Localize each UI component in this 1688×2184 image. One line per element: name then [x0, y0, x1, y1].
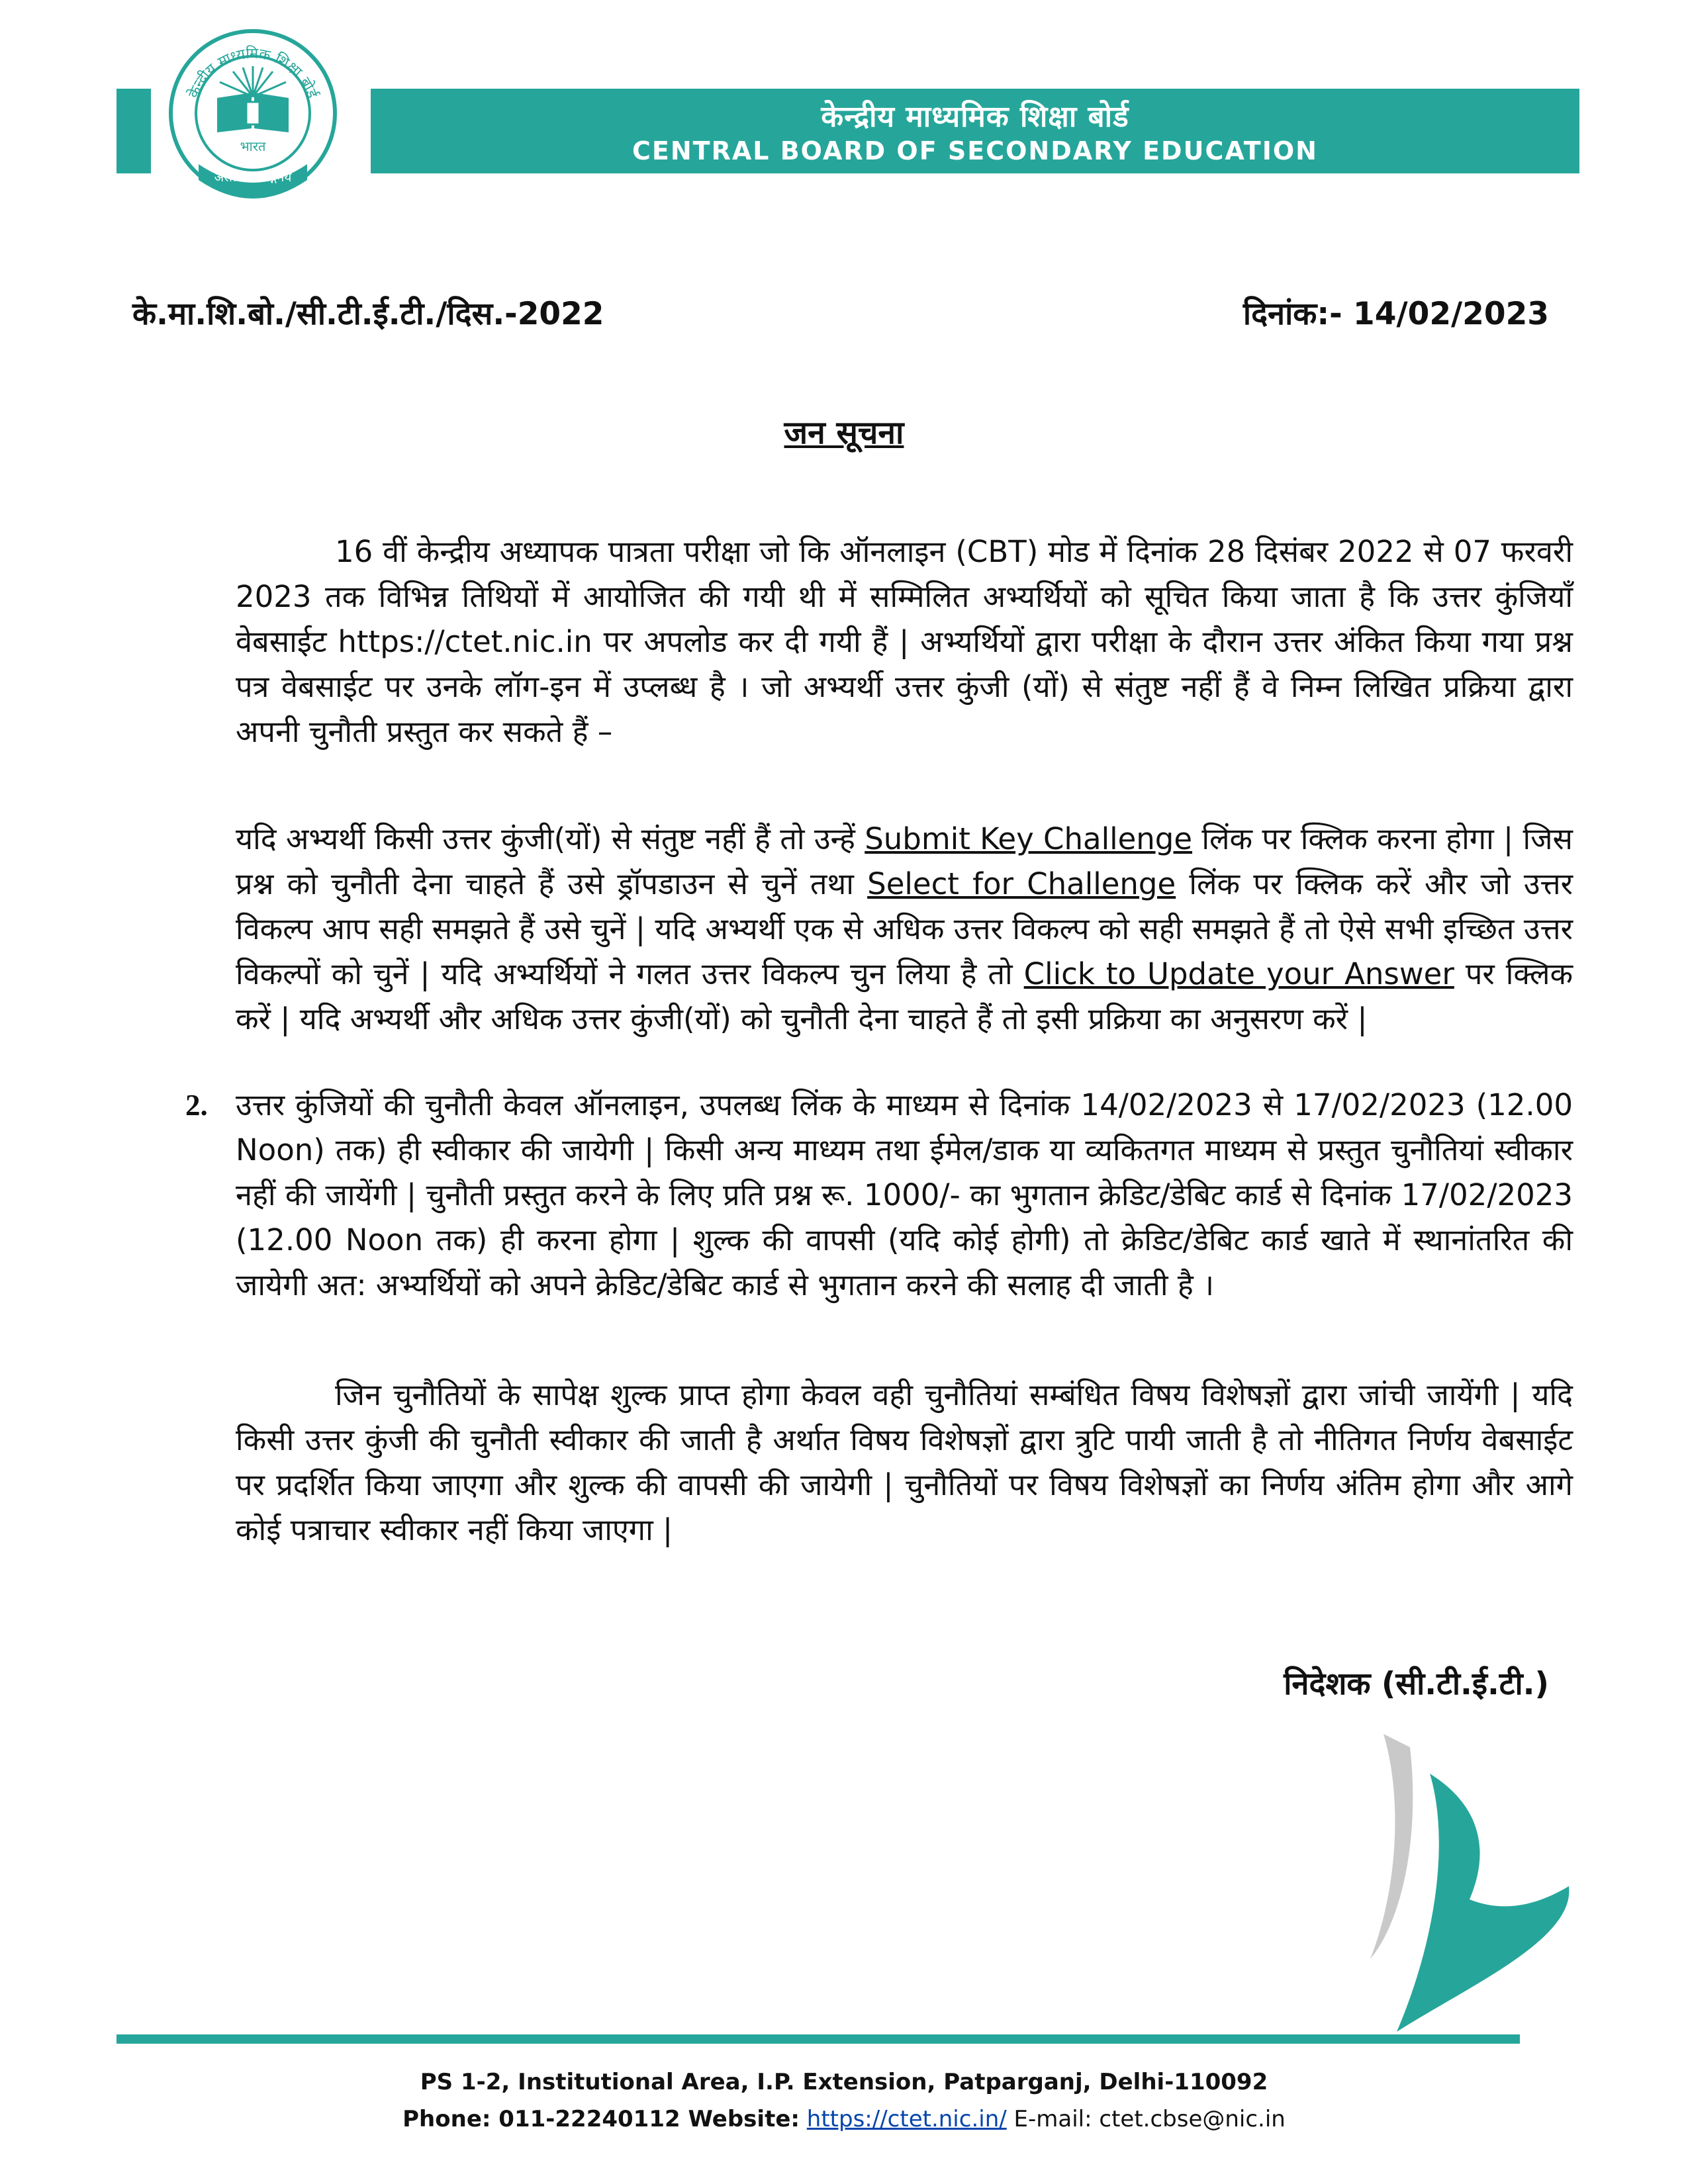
procedure-text-4: पर क्लिक करें | यदि अभ्यर्थी और अधिक उत्तर कुंजी(यों) को चुनौती देना चाहते हैं तो इसी प्रक्रिया का अनुसरण करें |: [236, 956, 1573, 1036]
logo-motto: असतो मा सद्गमय: [214, 170, 292, 185]
signature: निदेशक (सी.टी.ई.टी.): [1284, 1666, 1549, 1702]
footer-website-link[interactable]: https://ctet.nic.in/: [806, 2106, 1007, 2132]
item-number: 2.: [185, 1089, 208, 1122]
procedure-text-3: लिंक पर क्लिक करें और जो उत्तर विकल्प आप सही समझते हैं उसे चुनें | यदि अभ्यर्थी एक से अधिक उत्तर विकल्प को सही समझते हैं तो ऐसे सभी इच्छित उत्तर विकल्पों को चुनें | यदि अभ्यर्थियों ने गलत उत्तर विकल्प चुन लिया है तो: [236, 866, 1573, 991]
paragraph-decision: जिन चुनौतियों के सापेक्ष शुल्क प्राप्त होगा केवल वही चुनौतियां सम्बंधित विषय विशेषज्ञों द्वारा जांची जायेंगी | यदि किसी उत्तर कुंजी की चुनौती स्वीकार की जाती है अर्थात विषय विशेषज्ञों द्वारा त्रुटि पायी जाती है तो नीतिगत निर्णय वेबसाईट पर प्रदर्शित किया जाएगा और शुल्क की वापसी की जायेगी | चुनौतियों पर विषय विशेषज्ञों का निर्णय अंतिम होगा और आगे कोई पत्राचार स्वीकार नहीं किया जाएगा |: [236, 1377, 1573, 1547]
reference-number: के.मा.शि.बो./सी.टी.ई.टी./दिस.-2022: [132, 296, 604, 332]
footer-address: PS 1-2, Institutional Area, I.P. Extension, Patparganj, Delhi-110092: [420, 2069, 1268, 2095]
logo-ring-text: केन्द्रीय माध्यमिक शिक्षा बोर्ड: [185, 45, 320, 101]
logo-inner-text: भारत: [240, 138, 266, 154]
cbse-logo: [154, 24, 352, 199]
footer-divider: [117, 2034, 1520, 2044]
procedure-text-2: लिंक पर क्लिक करना होगा | जिस प्रश्न को चुनौती देना चाहते हैं उसे ड्रॉपडाउन से चुनें तथा: [236, 821, 1573, 901]
org-name-english: CENTRAL BOARD OF SECONDARY EDUCATION: [632, 136, 1318, 165]
org-name-hindi: केन्द्रीय माध्यमिक शिक्षा बोर्ड: [821, 100, 1129, 134]
decorative-swoosh: [1357, 1721, 1575, 2065]
header-accent-block: [117, 89, 151, 173]
paragraph-deadline: उत्तर कुंजियों की चुनौती केवल ऑनलाइन, उपलब्ध लिंक के माध्यम से दिनांक 14/02/2023 से 17/02/2023 (12.00 Noon) तक) ही स्वीकार की जायेगी | किसी अन्य माध्यम तथा ईमेल/डाक या व्यकितगत माध्यम से प्रस्तुत चुनौतियां स्वीकार नहीं की जायेंगी | चुनौती प्रस्तुत करने के लिए प्रति प्रश्न रू. 1000/- का भुगतान क्रेडिट/डेबिट कार्ड से दिनांक 17/02/2023 (12.00 Noon तक) ही करना होगा | शुल्क की वापसी (यदि कोई होगी) तो क्रेडिट/डेबिट कार्ड खाते में स्थानांतरित की जायेगी अत: अभ्यर्थियों को अपने क्रेडिट/डेबिट कार्ड से भुगतान करने की सलाह दी जाती है ।: [236, 1087, 1573, 1302]
paragraph-intro: 16 वीं केन्द्रीय अध्यापक पात्रता परीक्षा जो कि ऑनलाइन (CBT) मोड में दिनांक 28 दिसंबर 2022 से 07 फरवरी 2023 तक विभिन्न तिथियों में आयोजित की गयी थी में सम्मिलित अभ्यर्थियों को सूचित किया जाता है कि उत्तर कुंजियाँ वेबसाईट https://ctet.nic.in पर अपलोड कर दी गयी हैं | अभ्यर्थियों द्वारा परीक्षा के दौरान उत्तर अंकित किया गया प्रश्न पत्र वेबसाईट पर उनके लॉग-इन में उप्लब्ध है । जो अभ्यर्थी उत्तर कुंजी (यों) से संतुष्ट नहीं हैं वे निम्न लिखित प्रक्रिया द्वारा अपनी चुनौती प्रस्तुत कर सकते हैं –: [236, 534, 1573, 749]
footer: [0, 2064, 1688, 2138]
paragraph-procedure: [236, 817, 1573, 1042]
select-for-challenge-link[interactable]: Select for Challenge: [867, 866, 1176, 901]
footer-email: E-mail: ctet.cbse@nic.in: [1013, 2106, 1286, 2132]
footer-phone: Phone: 011-22240112 Website:: [402, 2106, 800, 2132]
notice-title: जन सूचना: [784, 414, 904, 451]
submit-key-challenge-link[interactable]: Submit Key Challenge: [865, 821, 1193, 856]
procedure-text-1: यदि अभ्यर्थी किसी उत्तर कुंजी(यों) से संतुष्ट नहीं हैं तो उन्हें: [236, 821, 865, 856]
reference-date: दिनांक:- 14/02/2023: [1243, 296, 1549, 332]
header-banner: [371, 89, 1579, 173]
update-answer-link[interactable]: Click to Update your Answer: [1023, 956, 1454, 991]
